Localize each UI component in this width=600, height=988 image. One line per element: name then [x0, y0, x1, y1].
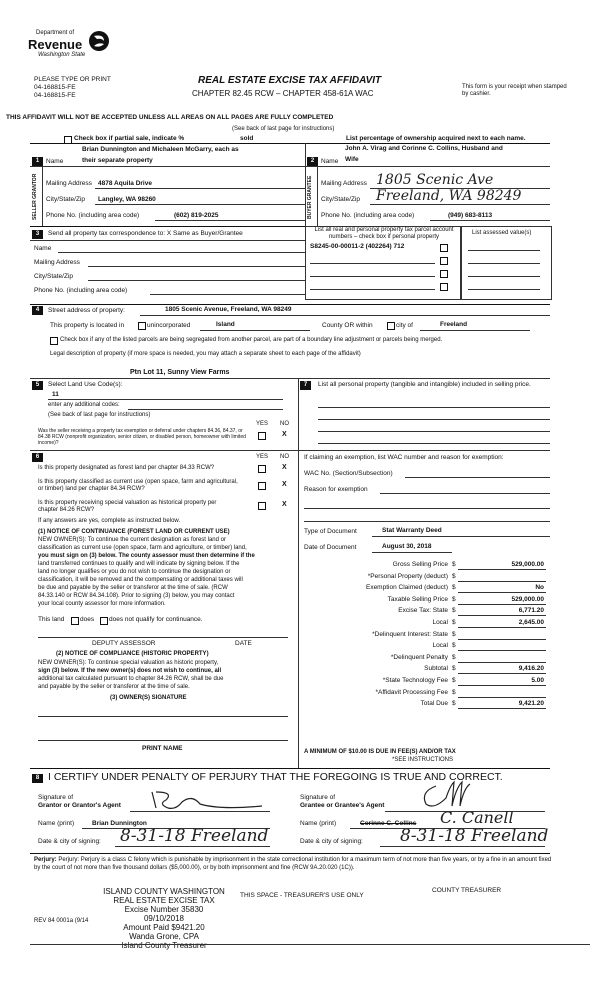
historic-no-x: X — [282, 501, 287, 508]
grantor-name-value[interactable]: Brian Dunnington — [92, 820, 147, 827]
corr-city-label: City/State/Zip — [34, 273, 74, 280]
legal-description-label: Legal description of property (if more space is needed, you may attach a separate sheet to each page of the affidavit) — [50, 351, 361, 357]
assessed-header: List assessed value(s) — [472, 230, 532, 236]
doc-date-label: Date of Document — [304, 544, 357, 551]
tax-row-value[interactable]: 6,771.20 — [518, 607, 544, 614]
see-back-note: (See back of last page for instructions) — [232, 126, 335, 132]
perjury-text: Perjury: Perjury is a class C felony which is punishable by imprisonment in the state correctional institution for a maximum term of not more than five years, or by a fine in an amount fixed by the court of not more than five thousand dollars ($5,000.00), or by both imprisonment and fine (RCW 9A.20.020 (1C)). — [34, 857, 552, 871]
tax-row-dollar: $ — [452, 654, 456, 661]
land-use-value[interactable]: 11 — [52, 391, 59, 398]
land-use-see-back: (See back of last page for instructions) — [48, 412, 151, 418]
grantee-signature-icon[interactable] — [416, 778, 476, 812]
forest-no-x: X — [282, 464, 287, 471]
section-5-number: 5 — [32, 381, 43, 390]
seller-name-line1: Brian Dunnington and Michaleen McGarry, each as — [82, 146, 239, 153]
tax-row-underline — [458, 697, 546, 698]
buyer-mailing-value[interactable]: 1805 Scenic Ave — [376, 172, 494, 188]
historic-yes-checkbox[interactable] — [258, 502, 266, 510]
buyer-side-label: BUYER GRANTEE — [307, 175, 313, 219]
does-not-label: does not qualify for continuance. — [109, 616, 203, 623]
buyer-phone-value[interactable]: (949) 683-8113 — [448, 212, 493, 219]
tax-row-dollar: $ — [452, 561, 456, 568]
tax-row-value[interactable]: 5.00 — [531, 677, 544, 684]
yes-header-2: YES — [256, 454, 269, 460]
seller-city-value[interactable]: Langley, WA 98260 — [98, 196, 156, 203]
seller-name-label: Name — [46, 158, 64, 165]
partial-sale-label: Check box if partial sale, indicate % — [74, 135, 185, 142]
receipt-note: This form is your receipt when stamped by cashier. — [462, 84, 567, 97]
tax-row-label: Local — [432, 619, 448, 626]
seller-city-label: City/State/Zip — [46, 196, 86, 203]
tax-row-underline — [458, 685, 546, 686]
tax-row-underline — [458, 581, 546, 582]
revenue-logo-icon — [88, 30, 110, 52]
section-2-number: 2 — [307, 157, 318, 166]
personal-property-label: List all personal property (tangible and intangible) included in selling price. — [318, 381, 531, 388]
corr-mailing-label: Mailing Address — [34, 259, 80, 266]
tax-row-label: *Personal Property (deduct) — [367, 573, 448, 580]
grantee-date-city-label: Date & city of signing: — [300, 838, 363, 845]
doc-date-value[interactable]: August 30, 2018 — [382, 543, 432, 550]
grantee-date-city-value[interactable]: 8-31-18 Freeland — [400, 826, 549, 846]
seller-name-line2: their separate property — [82, 157, 153, 164]
no-header-1: NO — [280, 421, 289, 427]
tax-row-label: Subtotal — [424, 665, 448, 672]
current-use-question: Is this property classified as current use (open space, farm and agricultural, or timber) land per chapter 84.34 RCW? — [38, 479, 238, 492]
buyer-phone-label: Phone No. (including area code) — [321, 212, 415, 219]
tax-row-dollar: $ — [452, 596, 456, 603]
no-header-2: NO — [280, 454, 289, 460]
tax-row-underline — [458, 673, 546, 674]
parcel-number[interactable]: S8245-00-00011-2 (402264) 712 — [310, 243, 405, 250]
grantee-name-handwritten: C. Canell — [440, 808, 514, 827]
certify-statement: I CERTIFY UNDER PENALTY OF PERJURY THAT THE FOREGOING IS TRUE AND CORRECT. — [48, 771, 503, 783]
tax-row-label: Total Due — [420, 700, 448, 707]
tax-row-underline — [458, 662, 546, 663]
does-not-checkbox[interactable] — [100, 617, 108, 625]
tax-row-value[interactable]: 529,000.00 — [511, 596, 544, 603]
corr-name-label: Name — [34, 245, 52, 252]
tax-row-underline — [458, 627, 546, 628]
tax-row-dollar: $ — [452, 689, 456, 696]
assessor-date-label: DATE — [235, 640, 252, 647]
owner-signature-label: (3) OWNER(S) SIGNATURE — [110, 695, 187, 701]
treasurer-stamp: ISLAND COUNTY WASHINGTON REAL ESTATE EXCISE TAX Excise Number 35830 09/10/2018 Amount Paid $9421.20 Wanda Grone, CPA Island County Treasurer — [103, 887, 225, 950]
tax-row-label: Taxable Selling Price — [387, 596, 448, 603]
tax-row-dollar: $ — [452, 677, 456, 684]
additional-codes-label: enter any additional codes: — [48, 402, 120, 408]
deputy-assessor-label: DEPUTY ASSESSOR — [92, 640, 156, 647]
exemption-no-x: X — [282, 431, 287, 438]
logo-revenue: Revenue — [28, 37, 83, 52]
this-land-label: This land — [38, 616, 65, 623]
seller-mailing-value[interactable]: 4878 Aquila Drive — [98, 180, 152, 187]
tax-row-label: *Affidavit Processing Fee — [375, 689, 448, 696]
tax-row-dollar: $ — [452, 700, 456, 707]
grantee-sig-label-2: Grantee or Grantee's Agent — [300, 802, 385, 809]
tax-row-value[interactable]: 2,645.00 — [518, 619, 544, 626]
exemption-question: Was the seller receiving a property tax exemption or deferral under chapters 84.36, 84.37, or 84.38 RCW (nonprofit organization, senior citizen, or disabled person, homeowner with limited income)? — [38, 428, 246, 446]
section-6-number: 6 — [32, 453, 43, 462]
corr-phone-label: Phone No. (including area code) — [34, 287, 128, 294]
continuance-title: (1) NOTICE OF CONTINUANCE (FOREST LAND OR CURRENT USE) — [38, 529, 230, 535]
tax-row-dollar: $ — [452, 642, 456, 649]
perjury-statement: Perjury: Perjury: Perjury is a class C felony which is punishable by imprisonment in the state correctional institution for a maximum term of not more than five years, or by a fine in an amount fixed by the court of not more than five thousand dollars ($5,000.00), or by both imprisonment and fine (RCW 9A.20.020 (1C)). — [34, 857, 552, 871]
city-value[interactable]: Freeland — [440, 321, 468, 328]
unincorporated-checkbox[interactable] — [138, 322, 146, 330]
section-4-number: 4 — [32, 306, 43, 315]
please-type: PLEASE TYPE OR PRINT — [34, 76, 111, 83]
exemption-claim-label: If claiming an exemption, list WAC number and reason for exemption: — [304, 454, 504, 461]
legal-description-value[interactable]: Ptn Lot 11, Sunny View Farms — [130, 369, 230, 376]
tax-row-value[interactable]: 529,000.00 — [511, 561, 544, 568]
doc-type-label: Type of Document — [304, 528, 357, 535]
tax-row-value[interactable]: No — [535, 584, 544, 591]
grantee-sig-label-1: Signature of — [300, 794, 336, 801]
seller-phone-value[interactable]: (602) 819-2025 — [174, 212, 219, 219]
section-3-number: 3 — [32, 230, 43, 239]
parcel-4-checkbox[interactable] — [440, 283, 448, 291]
city-of-checkbox[interactable] — [387, 322, 395, 330]
print-name-label: PRINT NAME — [142, 745, 183, 752]
county-treasurer-label: COUNTY TREASURER — [432, 887, 502, 894]
ref-number-2: 04-168815-FE — [34, 92, 76, 99]
county-value[interactable]: Island — [216, 321, 235, 328]
doc-type-value[interactable]: Stat Warranty Deed — [382, 527, 442, 534]
section-8-number: 8 — [32, 774, 43, 783]
tax-row-label: Gross Selling Price — [392, 561, 448, 568]
forest-yes-checkbox[interactable] — [258, 465, 266, 473]
grantor-date-city-label: Date & city of signing: — [38, 838, 101, 845]
seller-phone-label: Phone No. (including area code) — [46, 212, 140, 219]
grantor-sig-label-1: Signature of — [38, 794, 74, 801]
forest-question: Is this property designated as forest land per chapter 84.33 RCW? — [38, 465, 215, 471]
minimum-due-note: A MINIMUM OF $10.00 IS DUE IN FEE(S) AND/OR TAX — [304, 749, 456, 755]
unincorporated-label: unincorporated — [147, 322, 191, 329]
ref-number-1: 04-168815-FE — [34, 84, 76, 91]
parcel-2-checkbox[interactable] — [440, 257, 448, 265]
county-label: County OR within — [322, 322, 373, 329]
grantor-sig-label-2: Grantor or Grantor's Agent — [38, 802, 121, 809]
sold-label: sold — [240, 135, 254, 142]
segregated-label: Check box if any of the listed parcels are being segregated from another parcel, are part of a boundary line adjustment or parcels being merged. — [60, 337, 443, 343]
current-use-no-x: X — [282, 481, 287, 488]
parcel-header: List all real and personal property tax parcel account numbers – check box if personal property — [314, 227, 454, 240]
tax-row-dollar: $ — [452, 607, 456, 614]
correspondence-label: Send all property tax correspondence to: X Same as Buyer/Grantee — [48, 230, 243, 237]
warning-text: THIS AFFIDAVIT WILL NOT BE ACCEPTED UNLESS ALL AREAS ON ALL PAGES ARE FULLY COMPLETED — [6, 114, 334, 121]
parcel-3-checkbox[interactable] — [440, 270, 448, 278]
tax-row-dollar: $ — [452, 631, 456, 638]
tax-row-dollar: $ — [452, 619, 456, 626]
section-1-number: 1 — [32, 157, 43, 166]
tax-row-underline — [458, 592, 546, 593]
tax-row-underline — [458, 639, 546, 640]
grantor-date-city-value[interactable]: 8-31-18 Freeland — [120, 826, 269, 846]
buyer-city-value[interactable]: Freeland, WA 98249 — [376, 188, 522, 204]
exemption-yes-checkbox[interactable] — [258, 432, 266, 440]
tax-row-underline — [458, 650, 546, 651]
see-instructions-note: *SEE INSTRUCTIONS — [392, 757, 454, 763]
does-checkbox[interactable] — [71, 617, 79, 625]
tax-row-value[interactable]: 9,421.20 — [518, 700, 544, 707]
tax-row-value[interactable]: 9,416.20 — [518, 665, 544, 672]
tax-row-label: Excise Tax: State — [398, 607, 448, 614]
buyer-name-line1: John A. Virag and Corinne C. Collins, Husband and — [345, 145, 503, 152]
tax-row-label: Local — [432, 642, 448, 649]
located-label: This property is located in — [50, 322, 125, 329]
buyer-name-label: Name — [321, 158, 339, 165]
page-subtitle: CHAPTER 82.45 RCW – CHAPTER 458-61A WAC — [192, 89, 374, 98]
tax-row-dollar: $ — [452, 584, 456, 591]
tax-row-label: *Delinquent Interest: State — [372, 631, 448, 638]
grantee-name-value[interactable]: Corinne C. Collins — [360, 820, 417, 827]
tax-row-underline — [458, 569, 546, 570]
logo-state: Washington State — [38, 52, 86, 58]
form-revision: REV 84 0001a (9/14 — [34, 918, 89, 924]
street-address-label: Street address of property: — [48, 307, 125, 314]
buyer-name-line2: Wife — [345, 156, 359, 163]
historic-question: Is this property receiving special valuation as historical property per chapter 84.26 RCW? — [38, 500, 217, 513]
logo-dept: Department of — [36, 30, 75, 36]
does-label: does — [80, 616, 95, 623]
tax-row-dollar: $ — [452, 665, 456, 672]
compliance-title: (2) NOTICE OF COMPLIANCE (HISTORIC PROPERTY) — [56, 651, 209, 657]
section-7-number: 7 — [300, 381, 311, 390]
parcel-1-checkbox[interactable] — [440, 244, 448, 252]
if-yes-note: If any answers are yes, complete as instructed below. — [38, 518, 181, 524]
current-use-yes-checkbox[interactable] — [258, 482, 266, 490]
grantor-name-print-label: Name (print) — [38, 820, 75, 827]
tax-row-underline — [458, 615, 546, 616]
treasurer-use-only: THIS SPACE - TREASURER'S USE ONLY — [240, 892, 364, 899]
tax-row-underline — [458, 708, 546, 709]
tax-row-label: Exemption Claimed (deduct) — [365, 584, 448, 591]
wac-number-label: WAC No. (Section/Subsection) — [304, 470, 393, 477]
yes-header-1: YES — [256, 421, 269, 427]
city-of-label: city of — [396, 322, 413, 329]
land-use-label: Select Land Use Code(s): — [48, 381, 123, 388]
exemption-reason-label: Reason for exemption — [304, 486, 368, 493]
segregated-checkbox[interactable] — [50, 337, 58, 345]
tax-row-label: *Delinquent Penalty — [390, 654, 448, 661]
street-address-value[interactable]: 1805 Scenic Avenue, Freeland, WA 98249 — [165, 306, 292, 313]
tax-row-label: *State Technology Fee — [382, 677, 448, 684]
seller-side-label: SELLER GRANTOR — [32, 173, 38, 221]
grantee-name-print-label: Name (print) — [300, 820, 337, 827]
seller-mailing-label: Mailing Address — [46, 180, 92, 187]
buyer-mailing-label: Mailing Address — [321, 180, 367, 187]
tax-row-underline — [458, 604, 546, 605]
page-title: REAL ESTATE EXCISE TAX AFFIDAVIT — [198, 75, 382, 86]
tax-row-dollar: $ — [452, 573, 456, 580]
list-percentage-note: List percentage of ownership acquired next to each name. — [346, 135, 526, 142]
buyer-city-label: City/State/Zip — [321, 196, 361, 203]
